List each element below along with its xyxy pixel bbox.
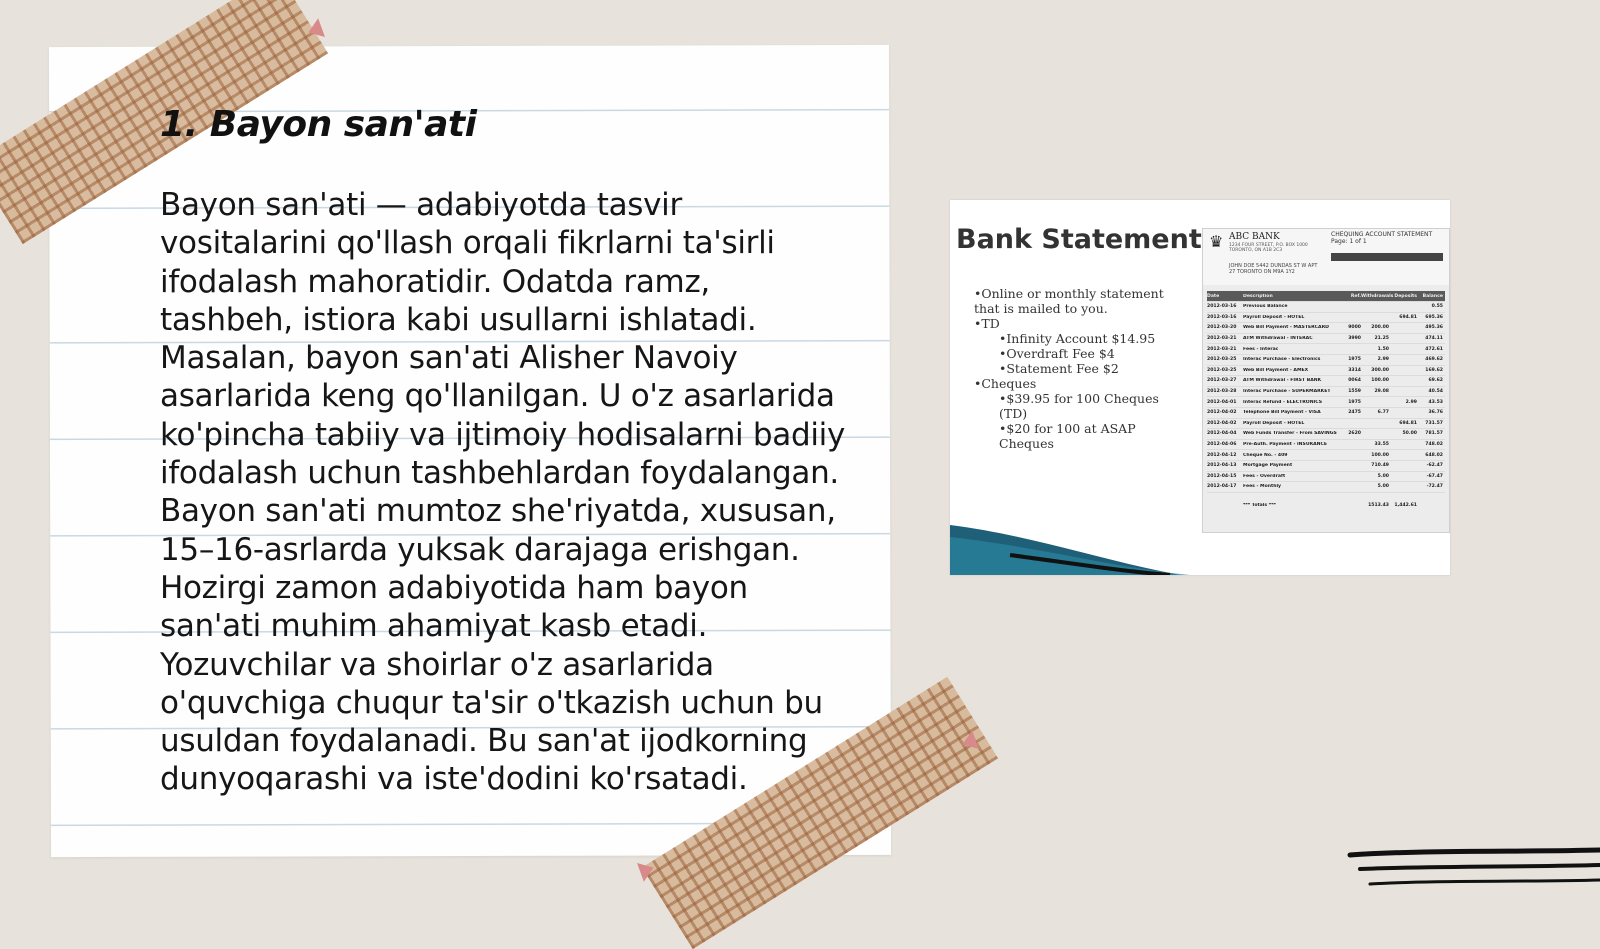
statement-cell: 2012-04-04 — [1207, 431, 1237, 437]
statement-cell: 3314 — [1348, 367, 1361, 373]
statement-row — [1207, 397, 1445, 408]
statement-cell: 2012-04-01 — [1207, 399, 1237, 405]
crown-icon: ♛ — [1209, 232, 1224, 251]
statement-cell: 2012-03-28 — [1207, 389, 1237, 395]
body-paragraph: Bayon san'ati — adabiyotda tasvir vositalarini qo'llash orqali fikrlarni ta'sirli ifodalash mahoratidir. Odatda ramz, tashbeh, istiora kabi usullarni ishlatadi. Masalan, bayon san'ati Alisher Navoiy asarlarida keng qo'llanilgan. U o'z asarlarida ko'pincha tabiiy va ijtimoiy hodisalarni badiiy ifodalash uchun tashbehlardan foydalangan. Bayon san'ati mumtoz she'riyatda, xususan, 15–16-asrlarda yuksak darajaga erishgan. Hozirgi zamon adabiyotida ham bayon san'ati muhim ahamiyat kasb etadi. Yozuvchilar va shoirlar o'z asarlarida o'quvchiga chuqur ta'sir o'tkazish uchun bu usuldan foydalanadi. Bu san'at ijodkorning dunyoqarashi va iste'dodini ko'rsatadi. — [160, 187, 846, 798]
bank-address: 1234 FOUR STREET, P.O. BOX 1000 TORONTO, ON A1B 2C3 — [1229, 243, 1308, 253]
statement-cell: 469.62 — [1425, 357, 1443, 363]
statement-cell: Web Bill Payment - MASTERCARD — [1243, 325, 1329, 331]
slide-bullet: •Overdraft Fee $4 — [999, 346, 1115, 361]
statement-cell: Ref. — [1350, 293, 1361, 299]
statement-cell: 5.00 — [1377, 473, 1389, 479]
statement-row — [1207, 408, 1445, 419]
statement-cell: Interac Refund - ELECTRONICS — [1243, 399, 1323, 405]
bank-statement-slide-image — [950, 200, 1450, 575]
statement-cell: Pre-Auth. Payment - INSURANCE — [1243, 442, 1327, 448]
statement-cell: 474.11 — [1425, 336, 1443, 342]
statement-cell: 710.49 — [1371, 463, 1389, 469]
statement-cell: Withdrawals — [1361, 293, 1394, 299]
statement-cell: -72.47 — [1426, 484, 1443, 490]
statement-cell: 748.02 — [1425, 442, 1443, 448]
statement-row — [1207, 313, 1445, 324]
statement-cell: 29.08 — [1374, 389, 1389, 395]
statement-row — [1207, 450, 1445, 461]
statement-cell: Fees - Monthly — [1243, 484, 1282, 490]
slide-bullet: •$39.95 for 100 Cheques (TD) — [999, 391, 1159, 421]
statement-cell: 69.62 — [1428, 378, 1443, 384]
statement-cell: 100.00 — [1371, 452, 1389, 458]
statement-cell: Payroll Deposit - HOTEL — [1243, 314, 1305, 320]
statement-cell: ATM Withdrawal - FIRST BANK — [1243, 378, 1322, 384]
statement-cell: Date — [1207, 293, 1220, 299]
statement-cell: 2.99 — [1405, 399, 1417, 405]
statement-row — [1207, 429, 1445, 440]
statement-cell: 695.36 — [1425, 314, 1443, 320]
statement-image — [1202, 228, 1450, 533]
statement-cell: 2012-03-16 — [1207, 314, 1237, 320]
statement-cell: 1513.43 — [1368, 502, 1389, 508]
statement-cell: Deposits — [1394, 293, 1417, 299]
statement-cell: Fees - Interac — [1243, 346, 1279, 352]
statement-cell: Telephone Bill Payment - VISA — [1243, 410, 1321, 416]
statement-cell: 5.00 — [1377, 484, 1389, 490]
statement-table — [1207, 291, 1445, 510]
statement-row — [1207, 323, 1445, 334]
account-bar — [1331, 253, 1443, 261]
slide-accent-wave — [950, 515, 1190, 575]
slide-bullet: •TD — [974, 316, 1000, 331]
statement-cell: 2012-03-25 — [1207, 367, 1237, 373]
statement-cell: 6.77 — [1377, 410, 1389, 416]
statement-cell: ATM Withdrawal - INTERAC — [1243, 336, 1313, 342]
statement-cell: Interac Purchase - SUPERMARKET — [1243, 389, 1331, 395]
statement-cell: 2012-03-16 — [1207, 304, 1237, 310]
statement-cell: 1975 — [1348, 357, 1361, 363]
statement-cell: 495.36 — [1425, 325, 1443, 331]
statement-cell: 3990 — [1348, 336, 1361, 342]
statement-cell: 2012-03-25 — [1207, 357, 1237, 363]
statement-cell: 2012-04-02 — [1207, 420, 1237, 426]
statement-cell: *** Totals *** — [1243, 502, 1276, 508]
statement-cell: 2012-04-15 — [1207, 473, 1237, 479]
statement-cell: 2620 — [1348, 431, 1361, 437]
statement-cell: -62.47 — [1426, 463, 1443, 469]
statement-cell: Mortgage Payment — [1243, 463, 1293, 469]
statement-cell: 0064 — [1348, 378, 1361, 384]
statement-cell: 781.57 — [1425, 431, 1443, 437]
statement-cell: Interac Purchase - Electronics — [1243, 357, 1321, 363]
statement-type: CHEQUING ACCOUNT STATEMENT Page: 1 of 1 — [1331, 231, 1433, 245]
statement-cell: 33.55 — [1374, 442, 1389, 448]
statement-cell: Description — [1243, 293, 1273, 299]
statement-cell: 648.02 — [1425, 452, 1443, 458]
statement-cell: 1,442.61 — [1394, 502, 1417, 508]
statement-row — [1207, 482, 1445, 493]
statement-totals-row — [1207, 501, 1445, 511]
statement-row — [1207, 440, 1445, 451]
statement-header-row — [1207, 291, 1445, 302]
statement-cell: Payroll Deposit - HOTEL — [1243, 420, 1305, 426]
slide-bullet-list — [974, 286, 1174, 451]
statement-cell: 36.76 — [1428, 410, 1443, 416]
statement-cell: 40.54 — [1428, 389, 1443, 395]
statement-cell: Web Funds Transfer - From SAVINGS — [1243, 431, 1337, 437]
statement-cell: 21.25 — [1374, 336, 1389, 342]
statement-row — [1207, 355, 1445, 366]
statement-cell: 2012-04-12 — [1207, 452, 1237, 458]
statement-cell: 2012-04-17 — [1207, 484, 1237, 490]
statement-cell: 200.00 — [1371, 325, 1389, 331]
customer-address: JOHN DOE 5442 DUNDAS ST W APT 27 TORONTO ON M9A 1Y2 — [1229, 263, 1318, 275]
statement-cell: 1975 — [1348, 399, 1361, 405]
slide-bullet: •Cheques — [974, 376, 1037, 391]
decorative-brush-lines — [1340, 840, 1600, 900]
slide-bullet: •Online or monthly statement that is mailed to you. — [974, 286, 1164, 316]
statement-row — [1207, 419, 1445, 430]
statement-row — [1207, 472, 1445, 483]
statement-cell: 1559 — [1348, 389, 1361, 395]
statement-cell: 0.55 — [1431, 304, 1443, 310]
statement-row — [1207, 376, 1445, 387]
slide-bullet: •Statement Fee $2 — [999, 361, 1119, 376]
statement-cell: 2012-04-06 — [1207, 442, 1237, 448]
statement-cell: Previous Balance — [1243, 304, 1288, 310]
statement-cell: 2012-04-13 — [1207, 463, 1237, 469]
statement-cell: 694.81 — [1399, 314, 1417, 320]
slide-bullet: •$20 for 100 at ASAP Cheques — [999, 421, 1136, 451]
statement-header — [1203, 229, 1449, 285]
statement-cell: 169.62 — [1425, 367, 1443, 373]
statement-cell: 300.00 — [1371, 367, 1389, 373]
statement-cell: 9000 — [1348, 325, 1361, 331]
statement-cell: 100.00 — [1371, 378, 1389, 384]
statement-cell: Cheque No. - 409 — [1243, 452, 1288, 458]
statement-cell: 731.57 — [1425, 420, 1443, 426]
statement-cell: 50.00 — [1402, 431, 1417, 437]
statement-cell: 43.53 — [1428, 399, 1443, 405]
slide-bullet: •Infinity Account $14.95 — [999, 331, 1156, 346]
statement-cell: 2012-03-21 — [1207, 346, 1237, 352]
statement-row — [1207, 387, 1445, 398]
statement-cell: 472.61 — [1425, 346, 1443, 352]
statement-cell: Balance — [1422, 293, 1443, 299]
page-title: 1. Bayon san'ati — [160, 104, 477, 145]
statement-cell: 694.81 — [1399, 420, 1417, 426]
statement-row — [1207, 344, 1445, 355]
statement-cell: Web Bill Payment - AMEX — [1243, 367, 1309, 373]
statement-cell: 1.50 — [1377, 346, 1389, 352]
statement-cell: 2.99 — [1377, 357, 1389, 363]
slide-title: Bank Statement — [956, 224, 1202, 255]
statement-row — [1207, 334, 1445, 345]
statement-cell: 2012-03-20 — [1207, 325, 1237, 331]
statement-cell: -67.47 — [1426, 473, 1443, 479]
statement-cell: 2012-04-02 — [1207, 410, 1237, 416]
statement-cell: 2012-03-27 — [1207, 378, 1237, 384]
statement-row — [1207, 302, 1445, 313]
statement-cell: 2012-03-21 — [1207, 336, 1237, 342]
bank-name: ABC BANK — [1229, 232, 1280, 242]
statement-row — [1207, 366, 1445, 377]
statement-cell: 2475 — [1348, 410, 1361, 416]
statement-cell: Fees - Overdraft — [1243, 473, 1286, 479]
statement-row — [1207, 461, 1445, 472]
